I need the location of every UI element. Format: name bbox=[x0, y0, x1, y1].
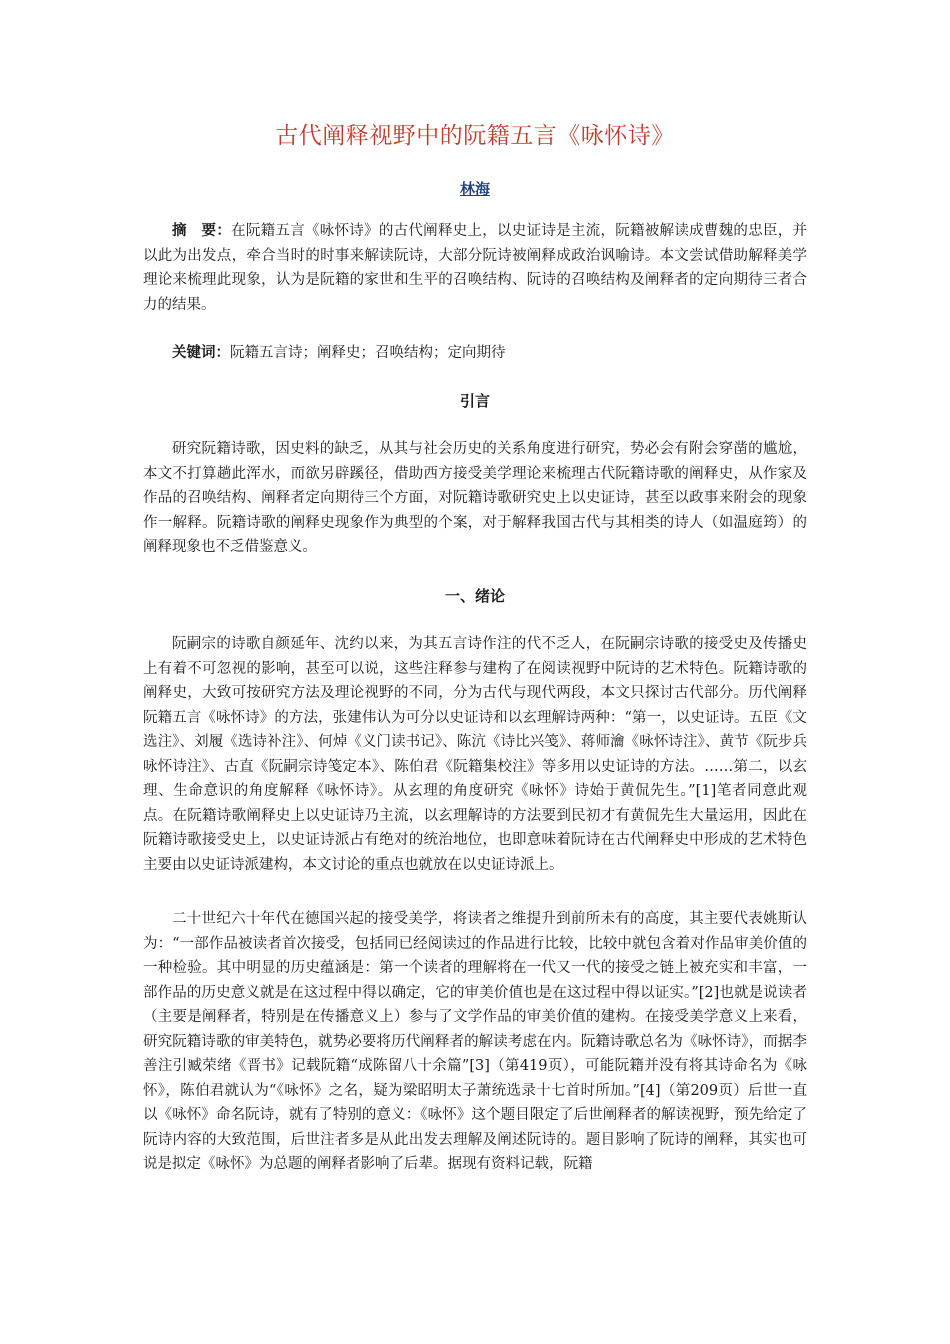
keywords bbox=[143, 341, 807, 365]
abstract-label: 摘 要： bbox=[172, 223, 232, 239]
section-heading-overview: 一、绪论 bbox=[444, 587, 505, 605]
paper-title: 古代阐释视野中的阮籍五言《咏怀诗》 bbox=[275, 123, 675, 149]
overview-paragraph-1: 阮嗣宗的诗歌自颜延年、沈约以来，为其五言诗作注的代不乏人，在阮嗣宗诗歌的接受史及传播史上有着不可忽视的影响，甚至可以说，这些注释参与建构了在阅读视野中阮诗的艺术特色。阮籍诗歌的阐释史，大致可按研究方法及理论视野的不同，分为古代与现代两段，本文只探讨古代部分。历代阐释阮籍五言《咏怀诗》的方法，张建伟认为可分以史证诗和以玄理解诗两种：“第一，以史证诗。五臣《文选注》、刘履《选诗补注》、何焯《义门读书记》、陈沆《诗比兴笺》、蒋师瀹《咏怀诗注》、黄节《阮步兵咏怀诗注》、古直《阮嗣宗诗笺定本》、陈伯君《阮籍集校注》等多用以史证诗的方法。……第二，以玄理、生命意识的角度解释《咏怀诗》。从玄理的角度研究《咏怀》诗始于黄侃先生。”[1]笔者同意此观点。在阮籍诗歌阐释史上以史证诗乃主流，以玄理解诗的方法要到民初才有黄侃先生大量运用，因此在阮籍诗歌接受史上，以史证诗派占有绝对的统治地位，也即意味着阮诗在古代阐释史中形成的艺术特色主要由以史证诗派建构，本文讨论的重点也就放在以史证诗派上。 bbox=[143, 636, 807, 873]
keywords-text: 阮籍五言诗；阐释史；召唤结构；定向期待 bbox=[230, 345, 506, 361]
author-name[interactable]: 林海 bbox=[459, 180, 490, 198]
abstract bbox=[143, 219, 807, 317]
section-heading-intro: 引言 bbox=[459, 392, 490, 410]
intro-paragraph: 研究阮籍诗歌，因史料的缺乏，从其与社会历史的关系角度进行研究，势必会有附会穿凿的尴尬，本文不打算趟此浑水，而欲另辟蹊径，借助西方接受美学理论来梳理古代阮籍诗歌的阐释史，从作家及作品的召唤结构、阐释者定向期待三个方面，对阮籍诗歌研究史上以史证诗，甚至以政事来附会的现象作一解释。阮籍诗歌的阐释史现象作为典型的个案，对于解释我国古代与其相类的诗人（如温庭筠）的阐释现象也不乏借鉴意义。 bbox=[143, 441, 807, 555]
overview-paragraph-2: 二十世纪六十年代在德国兴起的接受美学，将读者之维提升到前所未有的高度，其主要代表姚斯认为：“一部作品被读者首次接受，包括同已经阅读过的作品进行比较，比较中就包含着对作品审美价值的一种检验。其中明显的历史蕴涵是：第一个读者的理解将在一代又一代的接受之链上被充实和丰富，一部作品的历史意义就是在这过程中得以确定，它的审美价值也是在这过程中得以证实。”[2]也就是说读者（主要是阐释者，特别是在传播意义上）参与了文学作品的审美价值的建构。在接受美学意义上来看，研究阮籍诗歌的审美特色，就势必要将历代阐释者的解读考虑在内。阮籍诗歌总名为《咏怀诗》，而据李善注引臧荣绪《晋书》记载阮籍“成陈留八十余篇”[3]（第419页），可能阮籍并没有将其诗命名为《咏怀》，陈伯君就认为“《咏怀》之名，疑为梁昭明太子萧统选录十七首时所加。”[4]（第209页）后世一直以《咏怀》命名阮诗，就有了特别的意义：《咏怀》这个题目限定了后世阐释者的解读视野，预先给定了阮诗内容的大致范围，后世注者多是从此出发去理解及阐述阮诗的。题目影响了阮诗的阐释，其实也可说是拟定《咏怀》为总题的阐释者影响了后辈。据现有资料记载，阮籍 bbox=[143, 911, 807, 1172]
keywords-label: 关键词： bbox=[172, 345, 230, 361]
abstract-text: 在阮籍五言《咏怀诗》的古代阐释史上，以史证诗是主流，阮籍被解读成曹魏的忠臣，并以此为出发点，牵合当时的时事来解读阮诗，大部分阮诗被阐释成政治讽喻诗。本文尝试借助解释美学理论来梳理此现象，认为是阮籍的家世和生平的召唤结构、阮诗的召唤结构及阐释者的定向期待三者合力的结果。 bbox=[143, 223, 808, 313]
